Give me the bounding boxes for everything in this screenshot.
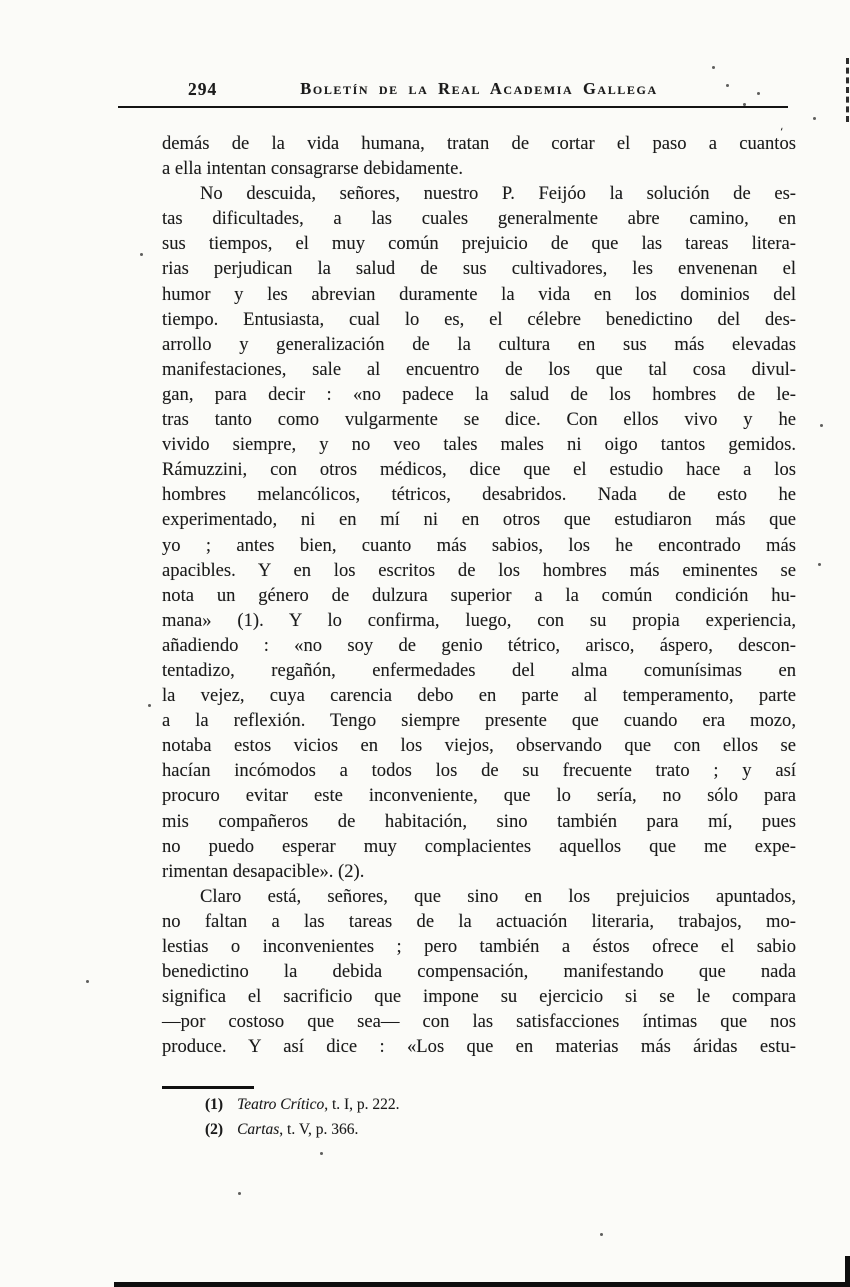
scan-speckle [86, 980, 89, 983]
text-line: a ella intentan consagrarse debidamente. [162, 158, 463, 180]
text-line: significa el sacrificio que impone su ejercicio si se le compara [162, 986, 796, 1008]
scan-speckle [712, 66, 715, 69]
page-number: 294 [188, 79, 218, 99]
scan-artifact-bottom-bar [114, 1282, 850, 1287]
scan-artifact-right-sliver [845, 1256, 850, 1287]
text-line: demás de la vida humana, tratan de cortar el paso a cuantos [162, 133, 796, 154]
footnote-marker: (2) [205, 1121, 224, 1138]
text-line: hacían incómodos a todos los de su frecuente trato ; y así [162, 760, 796, 782]
body-text [162, 131, 796, 1059]
footnote-detail: , t. I, p. 222. [324, 1096, 400, 1113]
header-rule [118, 106, 788, 108]
footnote-marker: (1) [205, 1096, 224, 1113]
text-line: rias perjudican la salud de sus cultivadores, les envenenan el [162, 258, 796, 280]
text-line: No descuida, señores, nuestro P. Feijóo la solución de es- [200, 183, 796, 205]
text-line: notaba estos vicios en los viejos, observando que con ellos se [162, 735, 796, 757]
text-line: humor y les abrevian duramente la vida en los dominios del [162, 283, 796, 305]
text-line: —por costoso que sea— con las satisfacciones íntimas que nos [162, 1011, 796, 1033]
scan-speckle [238, 1192, 241, 1195]
text-line: sus tiempos, el muy común prejuicio de que las tareas litera- [162, 233, 796, 255]
scan-speckle [726, 84, 729, 87]
scan-speckle [818, 563, 821, 566]
page-header [162, 79, 796, 103]
text-line: hombres melancólicos, tétricos, desabridos. Nada de esto he [162, 484, 796, 506]
footnotes [162, 1092, 796, 1142]
text-line: apacibles. Y en los escritos de los hombres más eminentes se [162, 559, 796, 581]
scan-speckle [757, 92, 760, 95]
text-line: mis compañeros de habitación, sino también para mí, pues [162, 810, 796, 832]
scan-speckle [148, 704, 151, 707]
scan-tick-mark: ⸲ [780, 120, 783, 132]
text-line: tiempo. Entusiasta, cual lo es, el célebre benedictino del des- [162, 308, 796, 330]
text-line: Rámuzzini, con otros médicos, dice que el estudio hace a los [162, 459, 796, 481]
text-line: mana» (1). Y lo confirma, luego, con su propia experiencia, [162, 609, 796, 631]
scan-speckle [320, 1152, 323, 1155]
scan-speckle [813, 117, 816, 120]
text-line: a la reflexión. Tengo siempre presente que cuando era mozo, [162, 710, 796, 732]
text-line: gan, para decir : «no padece la salud de los hombres de le- [162, 383, 796, 405]
scan-edge-dashes [846, 58, 849, 122]
text-line: tentadizo, regañón, enfermedades del alma comunísimas en [162, 659, 796, 681]
footnote-work: Cartas [237, 1121, 280, 1138]
footnote [162, 1117, 796, 1142]
footnote-rule [162, 1086, 254, 1089]
footnote-detail: , t. V, p. 366. [279, 1121, 359, 1138]
text-line: vivido siempre, y no veo tales males ni oigo tantos gemidos. [162, 434, 796, 456]
text-line: experimentado, ni en mí ni en otros que estudiaron más que [162, 509, 796, 531]
paragraph [162, 181, 796, 884]
text-line: añadiendo : «no soy de genio tétrico, arisco, áspero, descon- [162, 634, 796, 656]
paragraph [162, 884, 796, 1060]
text-line: manifestaciones, sale al encuentro de los que tal cosa divul- [162, 358, 796, 380]
text-line: tas dificultades, a las cuales generalmente abre camino, en [162, 208, 796, 230]
scan-speckle [743, 103, 746, 106]
text-line: no faltan a las tareas de la actuación literaria, trabajos, mo- [162, 910, 796, 932]
scan-speckle [600, 1233, 603, 1236]
footnote-work: Teatro Crítico [237, 1096, 325, 1113]
text-line: lestias o inconvenientes ; pero también a éstos ofrece el sabio [162, 936, 796, 957]
scan-speckle [140, 253, 143, 256]
running-title: Boletín de la Real Academia Gallega [300, 79, 658, 98]
text-line: rimentan desapacible». (2). [162, 860, 365, 882]
text-line: produce. Y así dice : «Los que en materias más áridas estu- [162, 1036, 796, 1058]
text-line: la vejez, cuya carencia debo en parte al temperamento, parte [162, 685, 796, 707]
scan-speckle [820, 424, 823, 427]
text-line: arrollo y generalización de la cultura en sus más elevadas [162, 333, 796, 355]
text-line: procuro evitar este inconveniente, que lo sería, no sólo para [162, 785, 796, 807]
text-line: nota un género de dulzura superior a la común condición hu- [162, 584, 796, 606]
footnote [162, 1092, 796, 1117]
paragraph [162, 131, 796, 181]
text-line: tras tanto como vulgarmente se dice. Con ellos vivo y he [162, 409, 796, 431]
text-line: yo ; antes bien, cuanto más sabios, los he encontrado más [162, 534, 796, 556]
text-line: no puedo esperar muy complacientes aquellos que me expe- [162, 835, 796, 857]
text-line: Claro está, señores, que sino en los prejuicios apuntados, [200, 885, 796, 907]
text-line: benedictino la debida compensación, manifestando que nada [162, 961, 796, 983]
